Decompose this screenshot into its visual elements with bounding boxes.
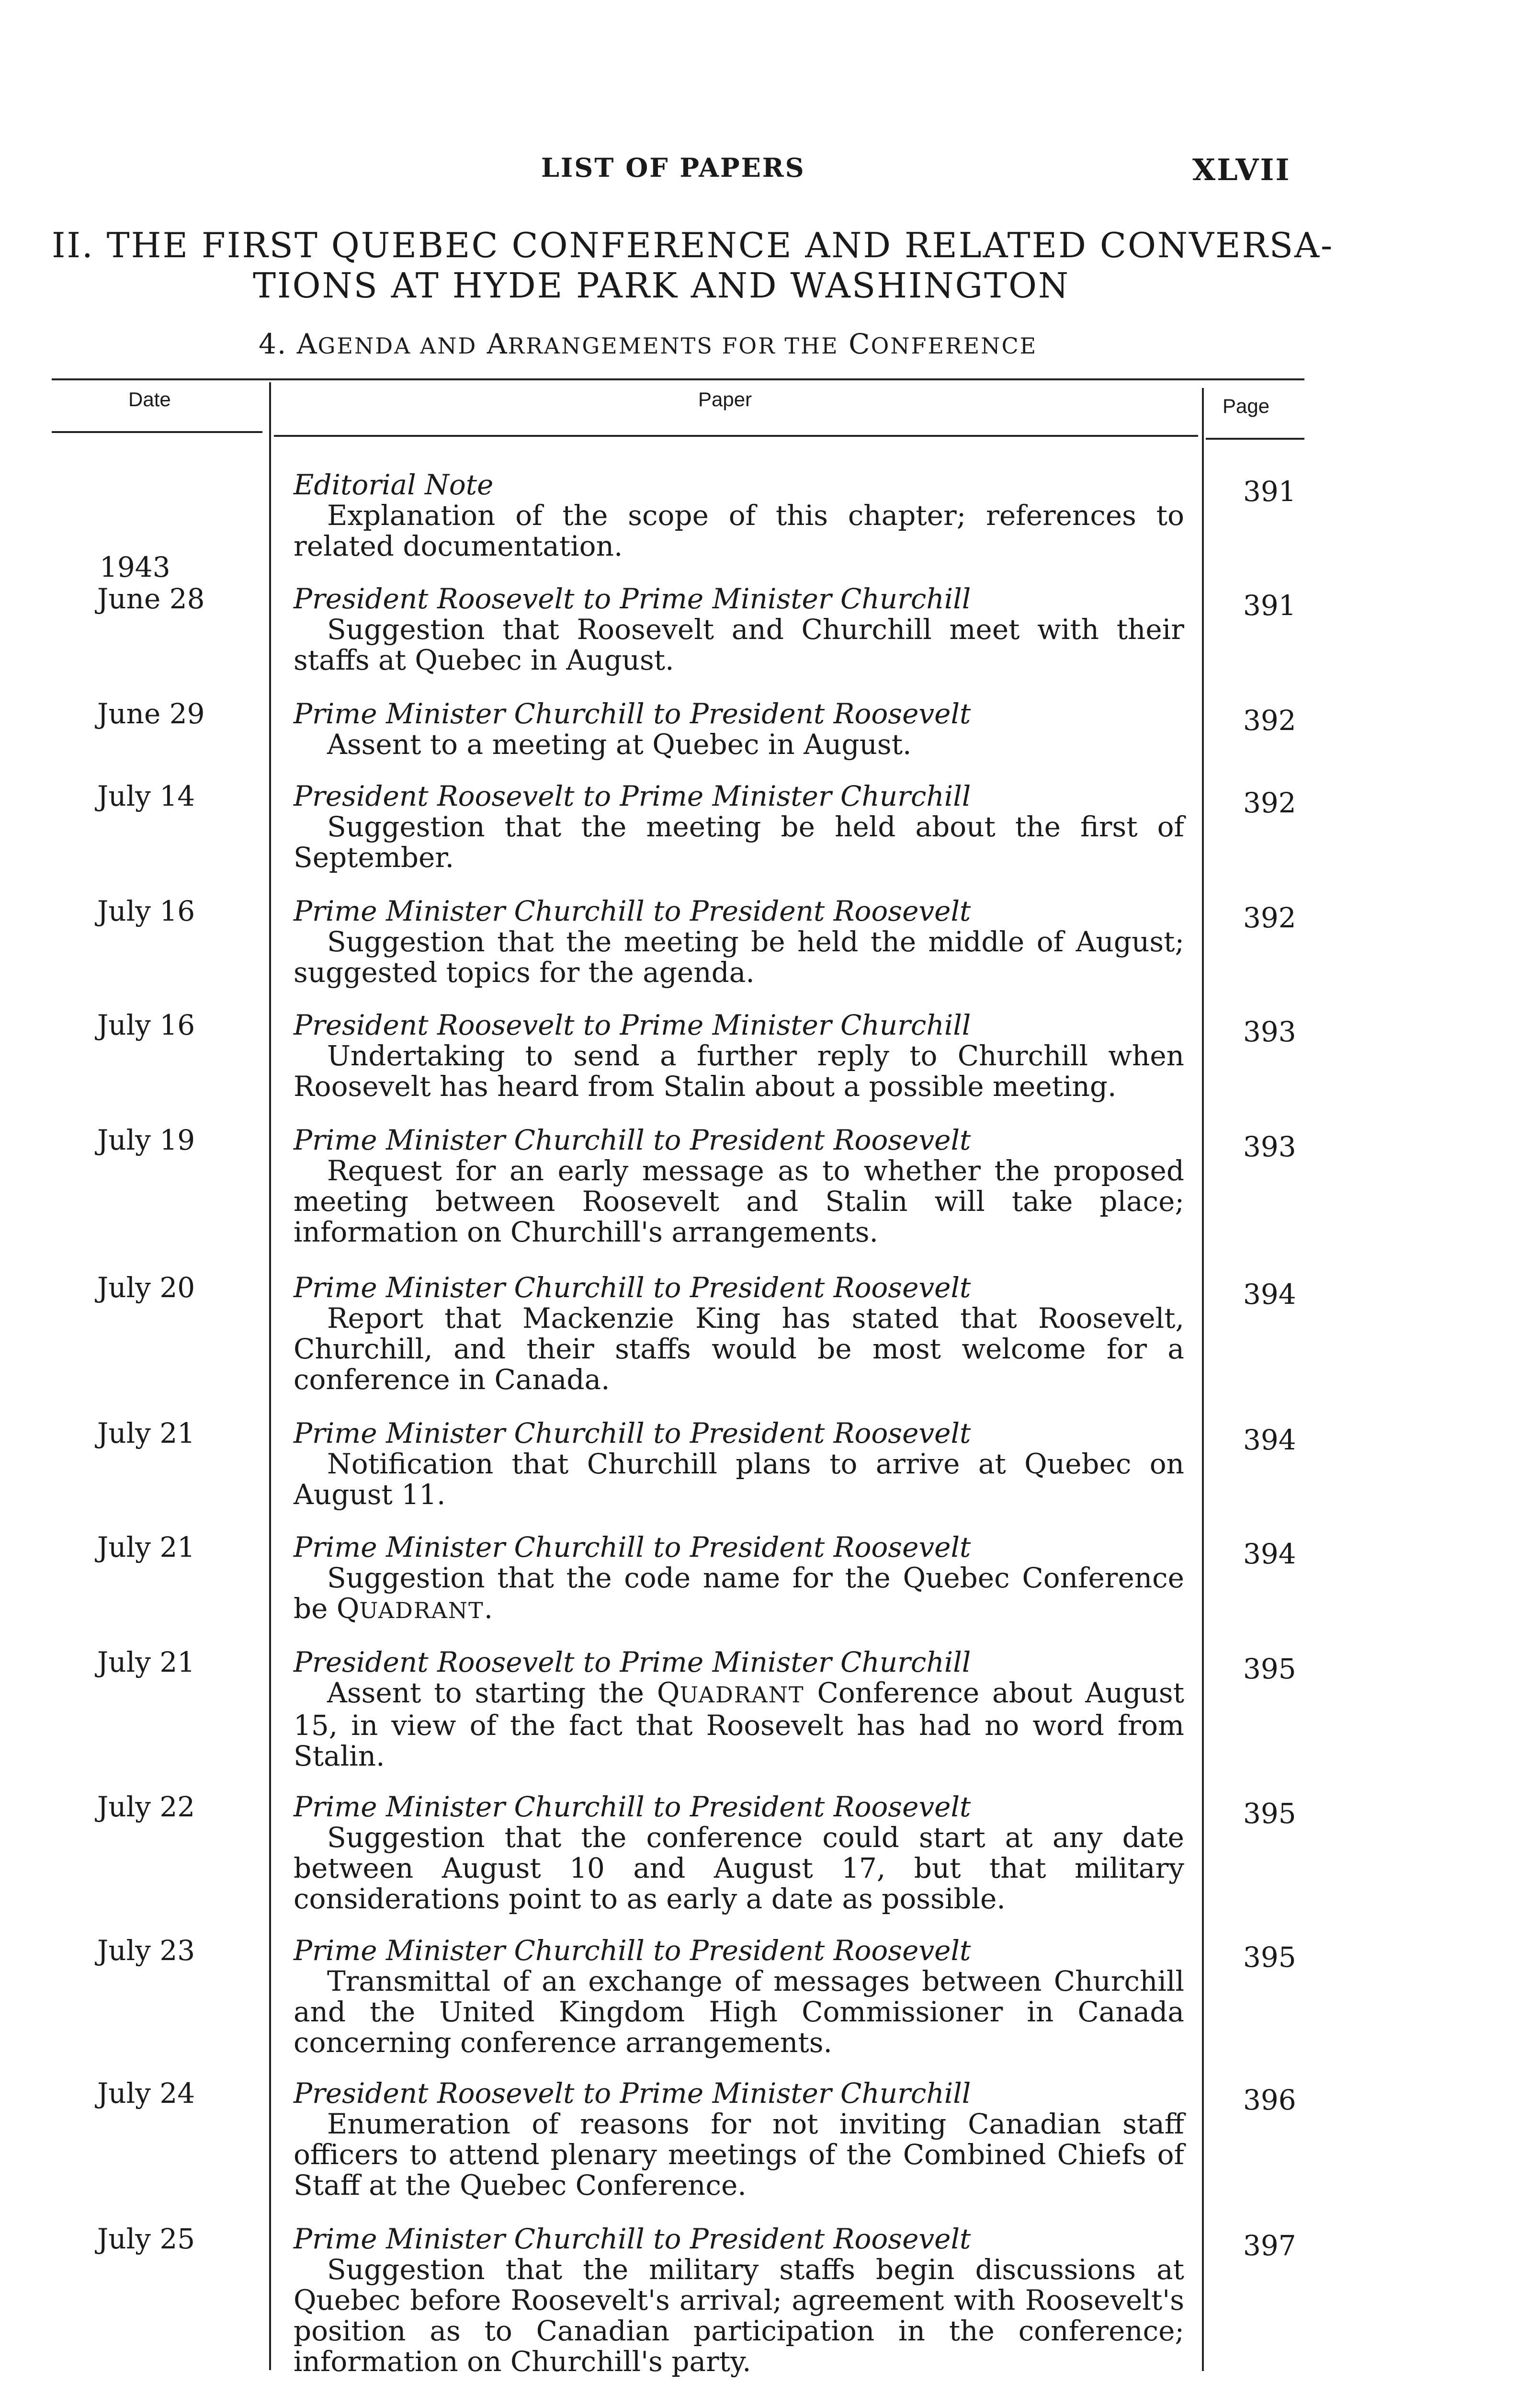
code-name-cap: Q: [657, 1676, 680, 1709]
header-rule: [274, 435, 1198, 437]
page-ref: 396: [1243, 2084, 1296, 2116]
subsection-heading: [259, 328, 1037, 360]
subsection-word-cap: C: [849, 328, 871, 360]
paper-summary: Suggestion that the meeting be held about the first of September.: [294, 810, 1184, 874]
code-name-quadrant: UADRANT: [359, 1597, 484, 1623]
paper-cell: [294, 1647, 1184, 1771]
paper-cell: [294, 1791, 1184, 1914]
paper-summary: [294, 1677, 1184, 1771]
code-name-quadrant: UADRANT: [679, 1682, 804, 1708]
page-ref: 391: [1243, 589, 1296, 622]
paper-title: President Roosevelt to Prime Minister Churchill: [294, 582, 971, 615]
paper-title: Prime Minister Churchill to President Roosevelt: [294, 1417, 971, 1449]
paper-summary: Assent to a meeting at Quebec in August.: [327, 728, 912, 761]
date-cell: July 16: [97, 1009, 195, 1041]
section-heading: [52, 225, 1334, 306]
column-header-paper: Paper: [698, 388, 752, 411]
column-divider: [269, 382, 271, 2370]
paper-cell: [294, 2078, 1184, 2201]
paper-summary: Undertaking to send a further reply to Churchill when Roosevelt has heard from Stalin about a possible meeting.: [294, 1039, 1184, 1103]
date-cell: July 14: [97, 780, 195, 812]
page-ref: 395: [1243, 1653, 1296, 1685]
header-rule: [52, 431, 262, 433]
subsection-word-rest: RRANGEMENTS FOR THE: [508, 333, 839, 359]
date-cell: July 21: [97, 1417, 195, 1449]
year-label: 1943: [100, 551, 170, 583]
paper-summary: [294, 1562, 1184, 1626]
paper-cell: [294, 1532, 1184, 1626]
subsection-word-rest: ONFERENCE: [871, 333, 1038, 359]
page-ref: 392: [1243, 901, 1296, 934]
paper-summary: Explanation of the scope of this chapter; references to related documentation.: [294, 499, 1184, 562]
paper-title: Prime Minister Churchill to President Roosevelt: [294, 1531, 971, 1563]
subsection-word-rest: GENDA AND: [317, 333, 477, 359]
code-name-cap: Q: [336, 1592, 360, 1625]
page-number: XLVII: [1192, 152, 1291, 187]
summary-text: .: [484, 1592, 493, 1625]
page-ref: 394: [1243, 1538, 1296, 1570]
paper-summary: Enumeration of reasons for not inviting Canadian staff officers to attend plenary meetings of the Combined Chiefs of Staff at the Quebec Conference.: [294, 2108, 1184, 2201]
summary-text: Assent to starting the: [327, 1676, 657, 1709]
paper-cell: [294, 1418, 1184, 1510]
page-ref: 394: [1243, 1278, 1296, 1311]
page-ref: 393: [1243, 1015, 1296, 1048]
paper-cell: [294, 1125, 1184, 1247]
paper-title: President Roosevelt to Prime Minister Churchill: [294, 1009, 971, 1041]
running-head: [0, 152, 1540, 191]
page-ref: 392: [1243, 787, 1296, 819]
summary-text: Suggestion that the code name for the Quebec Conference be: [294, 1562, 1184, 1625]
section-heading-line1: II. THE FIRST QUEBEC CONFERENCE AND RELATED CONVERSA-: [52, 225, 1334, 265]
paper-cell: [294, 698, 1184, 760]
date-cell: July 22: [97, 1791, 195, 1823]
paper-title: Prime Minister Churchill to President Roosevelt: [294, 2223, 971, 2255]
date-cell: July 25: [97, 2223, 195, 2255]
paper-title: President Roosevelt to Prime Minister Churchill: [294, 1646, 971, 1678]
papers-table: [52, 378, 1304, 2381]
paper-cell: [294, 1010, 1184, 1102]
paper-title: Editorial Note: [294, 468, 494, 501]
column-header-date: Date: [128, 388, 171, 411]
column-divider: [1202, 388, 1204, 2371]
page-ref: 393: [1243, 1130, 1296, 1163]
paper-cell: [294, 896, 1184, 988]
paper-summary: Notification that Churchill plans to arrive at Quebec on August 11.: [294, 1448, 1184, 1511]
page-ref: 397: [1243, 2229, 1296, 2262]
date-cell: June 29: [97, 697, 205, 730]
page-ref: 395: [1243, 1797, 1296, 1830]
paper-summary: Suggestion that the conference could start at any date between August 10 and August 17, but that military considerations point to as early a date as possible.: [294, 1821, 1184, 1915]
section-heading-line2: TIONS AT HYDE PARK AND WASHINGTON: [253, 265, 1070, 306]
paper-cell: [294, 1272, 1184, 1395]
date-cell: July 21: [97, 1531, 195, 1563]
date-cell: July 20: [97, 1271, 195, 1304]
date-cell: July 16: [97, 895, 195, 927]
paper-title: Prime Minister Churchill to President Roosevelt: [294, 1124, 971, 1156]
paper-title: Prime Minister Churchill to President Roosevelt: [294, 697, 971, 730]
header-rule: [1206, 438, 1304, 440]
paper-summary: Suggestion that the military staffs begin discussions at Quebec before Roosevelt's arrival; agreement with Roosevelt's position as to Canadian participation in the conference; information on Churchill's party.: [294, 2253, 1184, 2378]
date-cell: July 24: [97, 2077, 195, 2110]
page-ref: 392: [1243, 704, 1296, 737]
paper-summary: Transmittal of an exchange of messages between Churchill and the United Kingdom High Commissioner in Canada concerning conference arrangements.: [294, 1965, 1184, 2059]
paper-title: Prime Minister Churchill to President Roosevelt: [294, 1934, 971, 1967]
date-cell: June 28: [97, 582, 205, 615]
paper-cell: [294, 1935, 1184, 2058]
date-cell: July 23: [97, 1934, 195, 1967]
running-title: LIST OF PAPERS: [541, 152, 805, 183]
subsection-number: 4.: [259, 328, 287, 360]
page-ref: 395: [1243, 1941, 1296, 1973]
page-ref: 394: [1243, 1424, 1296, 1456]
paper-cell: [294, 469, 1184, 561]
subsection-word-cap: A: [296, 328, 318, 360]
date-cell: July 21: [97, 1646, 195, 1678]
paper-summary: Suggestion that Roosevelt and Churchill meet with their staffs at Quebec in August.: [294, 613, 1184, 676]
paper-title: Prime Minister Churchill to President Roosevelt: [294, 1791, 971, 1823]
column-header-page: Page: [1223, 395, 1270, 417]
paper-cell: [294, 583, 1184, 675]
paper-summary: Request for an early message as to whether the proposed meeting between Roosevelt and Stalin will take place; information on Churchill's arrangements.: [294, 1154, 1184, 1248]
page-ref: 391: [1243, 475, 1296, 508]
paper-title: Prime Minister Churchill to President Roosevelt: [294, 895, 971, 927]
paper-summary: Suggestion that the meeting be held the middle of August; suggested topics for the agenda.: [294, 925, 1184, 989]
paper-title: President Roosevelt to Prime Minister Churchill: [294, 2077, 971, 2110]
summary-text: Conference about August 15, in view of the fact that Roosevelt has had no word from Stalin.: [294, 1676, 1184, 1772]
paper-title: President Roosevelt to Prime Minister Churchill: [294, 780, 971, 812]
table-top-rule: [52, 378, 1304, 380]
paper-cell: [294, 781, 1184, 873]
paper-title: Prime Minister Churchill to President Roosevelt: [294, 1271, 971, 1304]
paper-summary: Report that Mackenzie King has stated that Roosevelt, Churchill, and their staffs would be most welcome for a conference in Canada.: [294, 1302, 1184, 1396]
subsection-word-cap: A: [487, 328, 508, 360]
date-cell: July 19: [97, 1124, 195, 1156]
paper-cell: [294, 2224, 1184, 2377]
